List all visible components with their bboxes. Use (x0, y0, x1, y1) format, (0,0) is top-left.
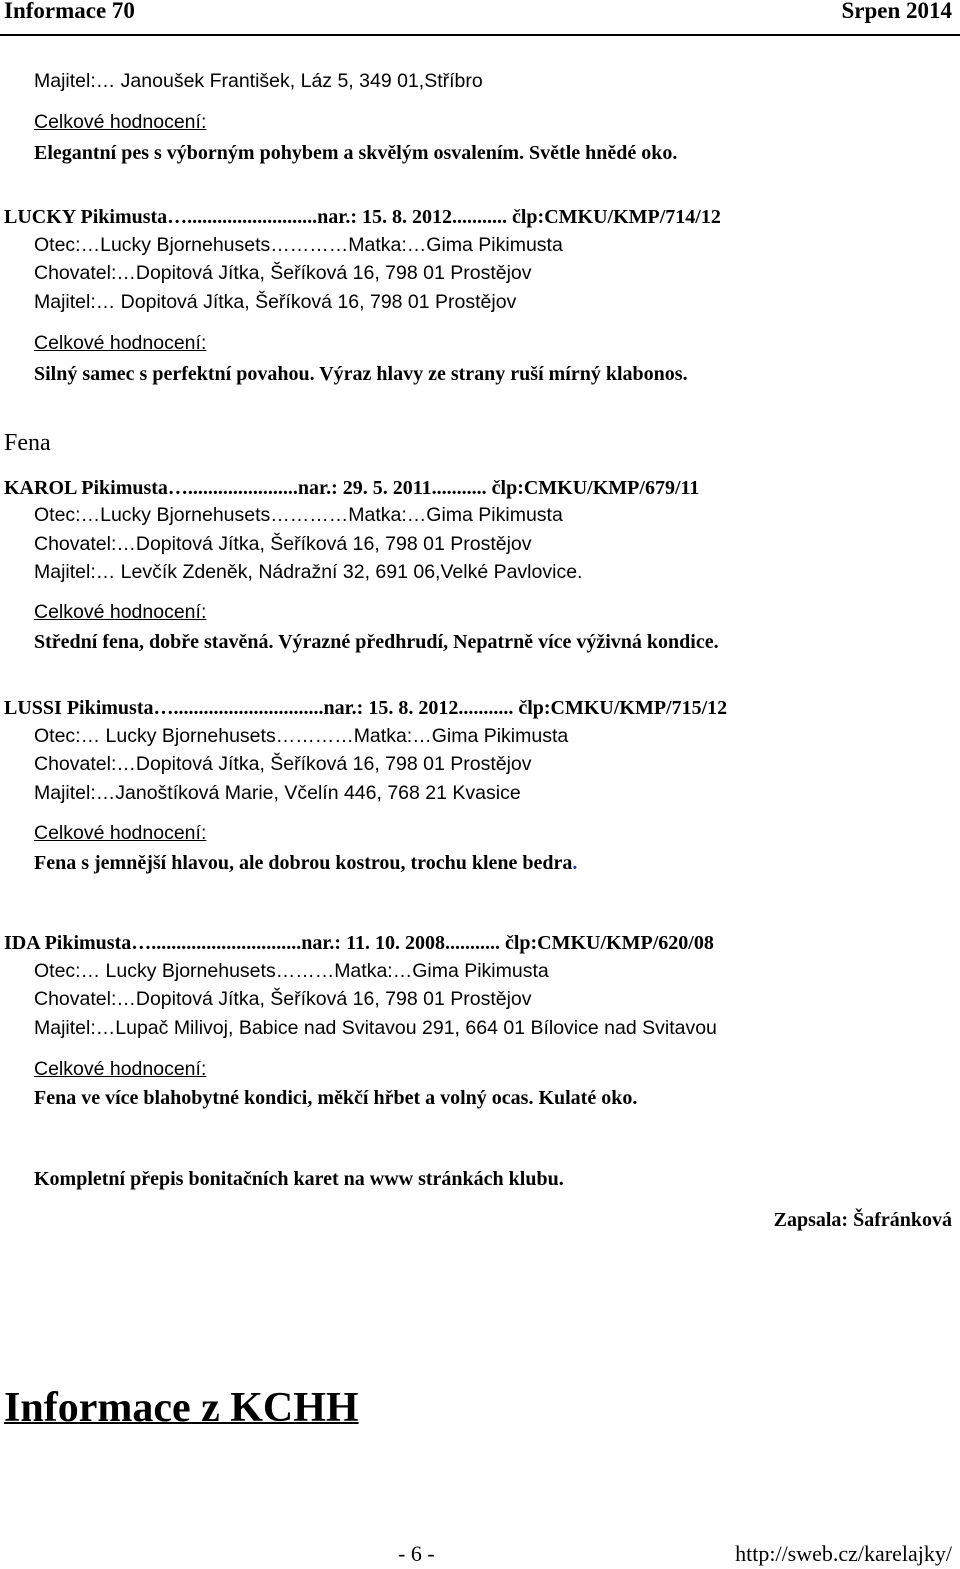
note-text: Kompletní přepis bonitačních karet na www stránkách klubu. (34, 1168, 564, 1190)
entry2-parents: Otec:…Lucky Bjornehusets…………Matka:…Gima Pikimusta (34, 504, 563, 526)
entry0-rating: Elegantní pes s výborným pohybem a skvělým osvalením. Světle hnědé oko. (34, 142, 678, 164)
entry2-title: KAROL Pikimusta…......................nar.: 29. 5. 2011........... člp:CMKU/KMP/679/11 (4, 477, 700, 499)
entry3-parents: Otec:… Lucky Bjornehusets…………Matka:…Gima Pikimusta (34, 725, 569, 747)
entry0-owner: Majitel:… Janoušek František, Láz 5, 349 01,Stříbro (34, 70, 483, 92)
entry3-rating-label: Celkové hodnocení: (34, 822, 207, 844)
entry1-owner: Majitel:… Dopitová Jítka, Šeříková 16, 798 01 Prostějov (34, 291, 517, 313)
entry4-title: IDA Pikimusta…..............................nar.: 11. 10. 2008........... člp:CMKU/KMP/620/08 (4, 932, 714, 954)
section-title-kchh: Informace z KCHH (4, 1385, 359, 1431)
signature: Zapsala: Šafránková (773, 1209, 952, 1231)
entry4-owner: Majitel:…Lupač Milivoj, Babice nad Svitavou 291, 664 01 Bílovice nad Svitavou (34, 1017, 717, 1039)
entry0-rating-label: Celkové hodnocení: (34, 111, 207, 133)
entry3-title: LUSSI Pikimusta…..............................nar.: 15. 8. 2012........... člp:CMKU/KMP/715/12 (4, 697, 728, 719)
footer-url-link[interactable]: http://sweb.cz/karelajky/ (735, 1541, 952, 1566)
header-date: Srpen 2014 (841, 0, 952, 23)
entry2-owner: Majitel:… Levčík Zdeněk, Nádražní 32, 691 06,Velké Pavlovice. (34, 561, 583, 583)
entry1-rating-label: Celkové hodnocení: (34, 332, 207, 354)
entry3-breeder: Chovatel:…Dopitová Jítka, Šeříková 16, 798 01 Prostějov (34, 753, 532, 775)
entry2-rating: Střední fena, dobře stavěná. Výrazné předhrudí, Nepatrně více výživná kondice. (34, 631, 719, 653)
entry3-rating (34, 853, 577, 873)
page-number: - 6 - (398, 1541, 435, 1566)
entry1-title: LUCKY Pikimusta…..........................nar.: 15. 8. 2012........... člp:CMKU/KMP/714/12 (4, 206, 721, 228)
entry4-rating-label: Celkové hodnocení: (34, 1058, 207, 1080)
entry1-breeder: Chovatel:…Dopitová Jítka, Šeříková 16, 798 01 Prostějov (34, 262, 532, 284)
entry3-owner: Majitel:…Janoštíková Marie, Včelín 446, 768 21 Kvasice (34, 782, 521, 804)
entry4-parents: Otec:… Lucky Bjornehusets………Matka:…Gima Pikimusta (34, 960, 549, 982)
entry1-rating: Silný samec s perfektní povahou. Výraz hlavy ze strany ruší mírný klabonos. (34, 363, 688, 385)
entry3-rating-text: Fena s jemnější hlavou, ale dobrou kostrou, trochu klene bedra (34, 852, 573, 874)
entry1-parents: Otec:…Lucky Bjornehusets…………Matka:…Gima Pikimusta (34, 234, 563, 256)
entry2-rating-label: Celkové hodnocení: (34, 601, 207, 623)
entry4-rating: Fena ve více blahobytné kondici, měkčí hřbet a volný ocas. Kulaté oko. (34, 1087, 638, 1109)
section-heading-fena: Fena (4, 430, 51, 456)
entry4-breeder: Chovatel:…Dopitová Jítka, Šeříková 16, 798 01 Prostějov (34, 988, 532, 1010)
entry2-breeder: Chovatel:…Dopitová Jítka, Šeříková 16, 798 01 Prostějov (34, 533, 532, 555)
entry3-rating-dot: . (572, 852, 578, 874)
header-issue: Informace 70 (4, 0, 135, 23)
page-header (0, 0, 960, 36)
